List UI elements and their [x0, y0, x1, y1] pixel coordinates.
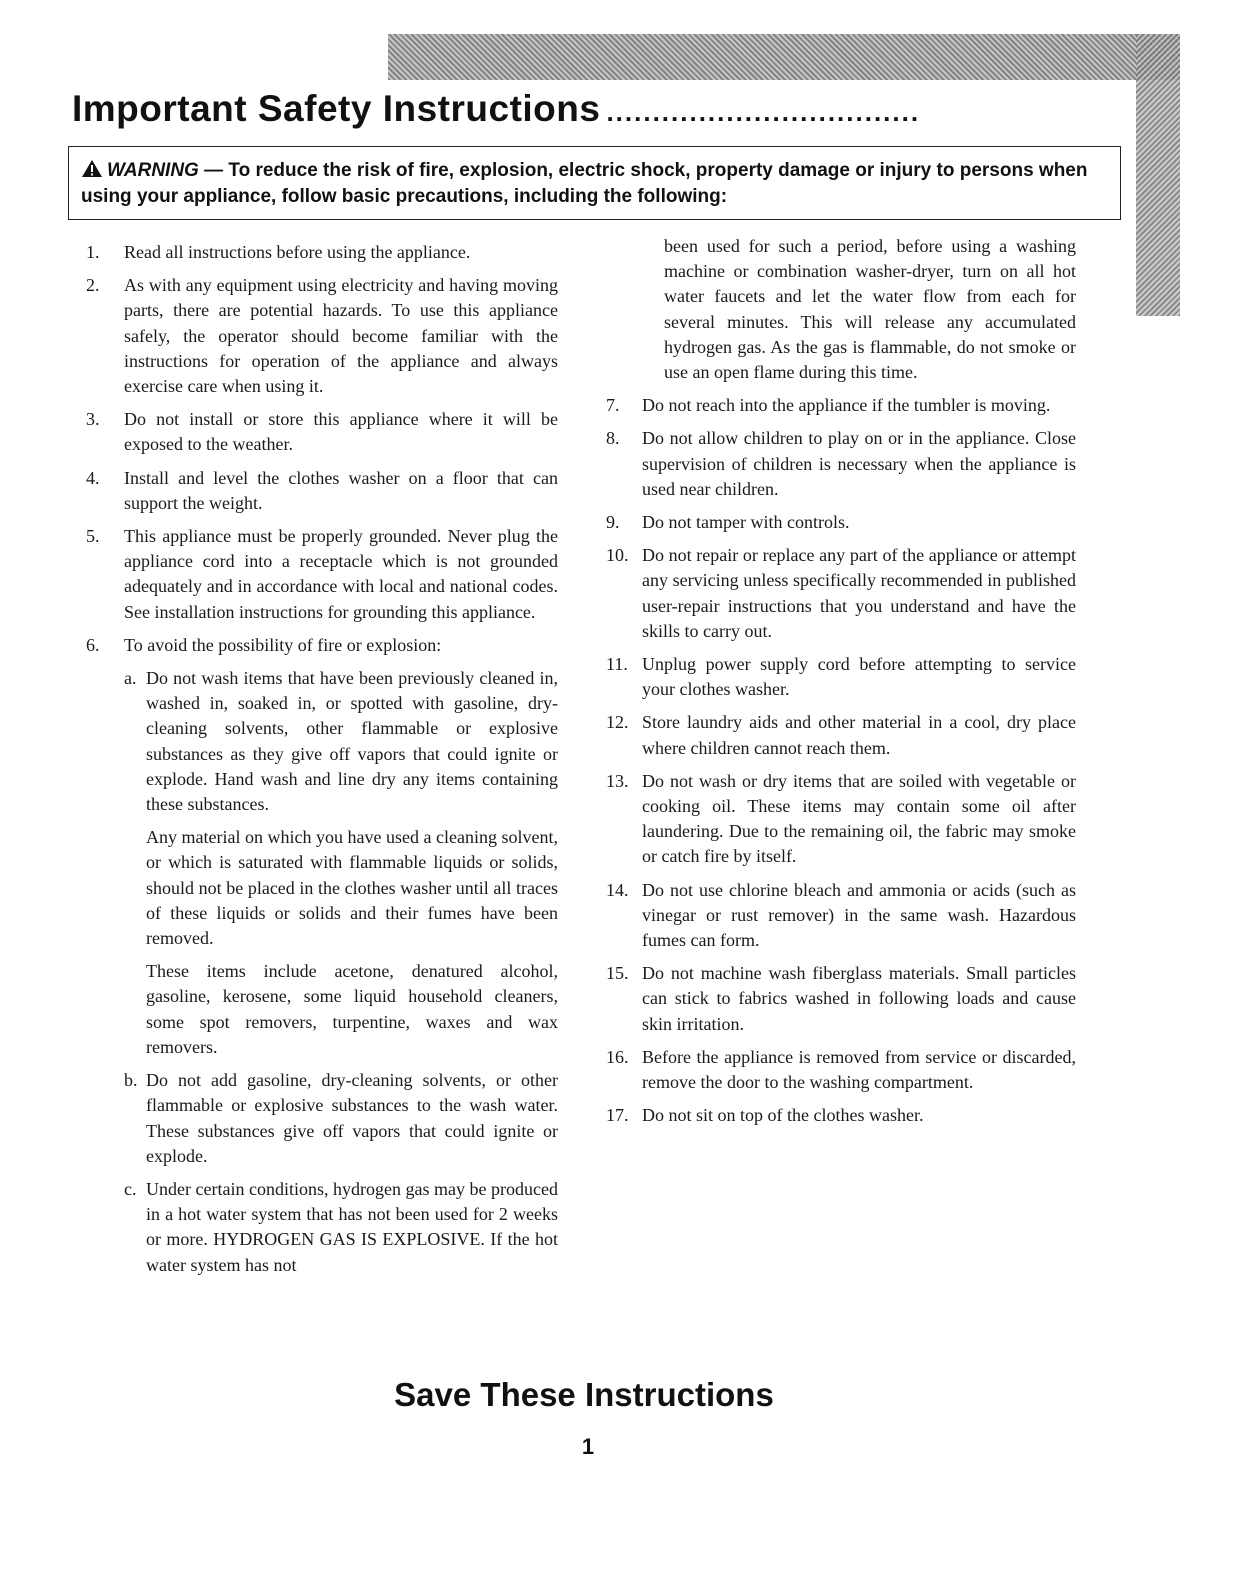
warning-box: [68, 146, 1121, 220]
item-number: 8.: [606, 428, 620, 449]
sub-paragraph: Any material on which you have used a cleaning solvent, or which is saturated with flammable liquids or solids, should not be placed in the clothes washer until all traces of these liquids or solids and their fumes have been removed.: [146, 827, 558, 949]
sub-item: [124, 1177, 558, 1278]
side-tab-strip: [1136, 34, 1180, 316]
left-column: [86, 240, 558, 1286]
item-text: Do not install or store this appliance where it will be exposed to the weather.: [124, 409, 558, 455]
sub-item-letter: c.: [124, 1178, 137, 1199]
item-text: Install and level the clothes washer on a floor that can support the weight.: [124, 467, 558, 513]
warning-text: — To reduce the risk of fire, explosion, electric shock, property damage or injury to persons when using your appliance, follow basic precautions, including the following:: [81, 160, 1088, 207]
item-number: 3.: [86, 409, 100, 430]
item-text: Do not repair or replace any part of the appliance or attempt any servicing unless specifically recommended in published user-repair instructions that you understand and have the skills to carry out.: [642, 545, 1076, 641]
list-item: [606, 878, 1076, 954]
list-item: [606, 769, 1076, 870]
list-item: [86, 466, 558, 516]
sub-item-text: Under certain conditions, hydrogen gas may be produced in a hot water system that has not been used for 2 weeks or more. HYDROGEN GAS IS EXPLOSIVE. If the hot water system has not: [146, 1178, 558, 1275]
item-number: 2.: [86, 275, 100, 296]
item-text: Do not reach into the appliance if the tumbler is moving.: [642, 395, 1051, 416]
list-item: [86, 407, 558, 457]
item-number: 13.: [606, 770, 629, 791]
item-number: 16.: [606, 1046, 629, 1067]
item-text: As with any equipment using electricity and having moving parts, there are potential hazards. To use this appliance safely, the operator should become familiar with the instructions for operation of the appliance and always exercise care when using it.: [124, 275, 558, 397]
list-item: [606, 961, 1076, 1037]
item-number: 5.: [86, 526, 100, 547]
item-text: Do not wash or dry items that are soiled with vegetable or cooking oil. These items may contain some oil after laundering. Due to the remaining oil, the fabric may smoke or catch fire by itself.: [642, 770, 1076, 867]
sub-paragraph: These items include acetone, denatured alcohol, gasoline, kerosene, some liquid household cleaners, some spot removers, turpentine, waxes and wax removers.: [146, 961, 558, 1057]
warning-label: WARNING: [107, 160, 199, 181]
item-number: 14.: [606, 879, 629, 900]
item-number: 15.: [606, 963, 629, 984]
item-text: This appliance must be properly grounded. Never plug the appliance cord into a receptacle which is not grounded adequately and in accordance with local and national codes. See installation instructions for grounding this appliance.: [124, 526, 558, 622]
item-text: Store laundry aids and other material in a cool, dry place where children cannot reach them.: [642, 712, 1076, 758]
sub-item: [124, 1068, 558, 1169]
item-text: Before the appliance is removed from service or discarded, remove the door to the washing compartment.: [642, 1046, 1076, 1093]
sub-item-text: Do not add gasoline, dry-cleaning solvents, or other flammable or explosive substances to the wash water. These substances give off vapors that could ignite or explode.: [146, 1070, 558, 1166]
list-item: [606, 710, 1076, 760]
list-item: [606, 426, 1076, 502]
header-banner: [388, 34, 1180, 80]
item-text: Do not machine wash fiberglass materials. Small particles can stick to fabrics washed in following loads and cause skin irritation.: [642, 963, 1076, 1034]
list-item: [606, 652, 1076, 702]
item-text: Do not tamper with controls.: [642, 512, 850, 533]
item-number: 6.: [86, 634, 100, 655]
item-number: 12.: [606, 712, 629, 733]
item-number: 9.: [606, 512, 620, 533]
footer-title: Save These Instructions: [394, 1376, 774, 1413]
item-number: 1.: [86, 242, 100, 262]
item-number: 10.: [606, 545, 629, 566]
right-column: [606, 234, 1076, 1137]
item-text: Read all instructions before using the appliance.: [124, 242, 471, 262]
list-item: [606, 1045, 1076, 1095]
sub-item-letter: a.: [124, 668, 137, 689]
item-text: Do not allow children to play on or in the appliance. Close supervision of children is necessary when the appliance is used near children.: [642, 428, 1076, 499]
item-text: Do not use chlorine bleach and ammonia or acids (such as vinegar or rust remover) in the same wash. Hazardous fumes can form.: [642, 879, 1076, 951]
warning-triangle-icon: [81, 159, 103, 178]
item-text: Do not sit on top of the clothes washer.: [642, 1105, 924, 1126]
list-item: [606, 393, 1076, 418]
item-text: To avoid the possibility of fire or explosion:: [124, 634, 442, 655]
list-item: [606, 1103, 1076, 1128]
list-item: [606, 510, 1076, 535]
sub-item-letter: b.: [124, 1070, 138, 1091]
sub-item: [124, 666, 558, 817]
sub-item-text: Do not wash items that have been previously cleaned in, washed in, soaked in, or spotted with gasoline, dry-cleaning solvents, other flammable or explosive substances as they give off vapors that could ignite or explode. Hand wash and line dry any items containing these substances.: [146, 668, 558, 815]
page-title: [72, 88, 1112, 130]
list-item: [86, 273, 558, 399]
item-number: 7.: [606, 395, 620, 416]
item-text: Unplug power supply cord before attempting to service your clothes washer.: [642, 654, 1076, 700]
item-number: 17.: [606, 1105, 629, 1126]
list-item: [606, 543, 1076, 644]
page-title-text: Important Safety Instructions: [72, 88, 601, 129]
continued-paragraph: been used for such a period, before using a washing machine or combination washer-dryer, turn on all hot water faucets and let the water flow from each for several minutes. This will release any accumulated hydrogen gas. As the gas is flammable, do not smoke or use an open flame during this time.: [664, 236, 1076, 383]
item-number: 11.: [606, 654, 628, 675]
title-leader-dots: ..................................: [606, 97, 921, 127]
list-item: [86, 524, 558, 625]
list-item: [86, 240, 558, 265]
list-item: [86, 633, 558, 658]
page-number: 1: [581, 1434, 595, 1459]
item-number: 4.: [86, 467, 100, 488]
